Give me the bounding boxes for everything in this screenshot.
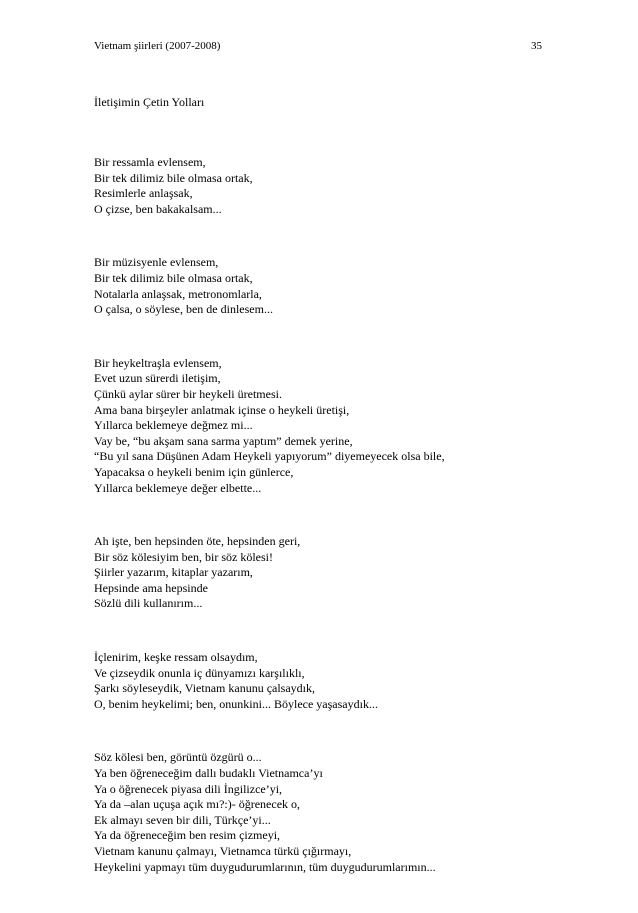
poem-line: Çünkü aylar sürer bir heykeli üretmesi. [94,386,282,401]
poem-line: Vietnam kanunu çalmayı, Vietnamca türkü çığırmayı, [94,844,352,858]
poem-line: İçlenirim, keşke ressam olsaydım, [94,650,258,665]
poem-line: Söz kölesi ben, görüntü özgürü o... [94,750,262,765]
poem-line: Bir söz kölesiyim ben, bir söz kölesi! [94,549,273,564]
poem-line: Şiirler yazarım, kitaplar yazarım, [94,565,253,580]
poem-line: Bir tek dilimiz bile olmasa ortak, [94,270,253,285]
poem-line: Sözlü dili kullanırım... [94,596,203,611]
poem-stanza [94,750,564,875]
poem-stanza [94,255,564,317]
poem-line: Ah işte, ben hepsinden öte, hepsinden geri, [94,534,301,549]
poem-line: “Bu yıl sana Düşünen Adam Heykeli yapıyorum” diyemeyecek olsa bile, [94,449,445,464]
poem-line: Hepsinde ama hepsinde [94,580,208,595]
poem-line: O çalsa, o söylese, ben de dinlesem... [94,302,273,317]
poem-line: Yıllarca beklemeye değer elbette... [94,480,262,495]
poem-line: Resimlerle anlaşsak, [94,186,193,201]
poem-line: Bir müzisyenle evlensem, [94,255,219,270]
poem-line: Yapacaksa o heykeli benim için günlerce, [94,464,294,479]
poem-stanza [94,650,564,712]
poem-stanza [94,356,564,496]
poem-line: Ek almayı seven bir dili, Türkçe’yi... [94,812,271,827]
poem-line: O çizse, ben bakakalsam... [94,201,222,216]
poem-line: Ya da öğreneceğim ben resim çizmeyi, [94,828,281,843]
poem-stanza [94,155,564,217]
poem-line: Ve çizseydik onunla iç dünyamızı karşılıklı, [94,665,305,680]
page-header [94,40,542,53]
poem-line: Yıllarca beklemeye değmez mi... [94,418,253,433]
poem-body [94,155,564,913]
poem-line: Ya o öğrenecek piyasa dili İngilizce’yi, [94,781,283,796]
header-title: Vietnam şiirleri (2007-2008) [94,40,221,52]
poem-line: Ya da –alan uçuşa açık mı?:)- öğrenecek o, [94,797,301,812]
poem-line: O, benim heykelimi; ben, onunkini... Böylece yaşasaydık... [94,696,378,711]
poem-line: Ya ben öğreneceğim dallı budaklı Vietnamca’yı [94,766,323,781]
poem-line: Bir heykeltraşla evlensem, [94,355,222,370]
poem-stanza [94,534,564,612]
poem-title: İletişimin Çetin Yolları [94,95,205,109]
poem-line: Bir tek dilimiz bile olmasa ortak, [94,170,253,185]
poem-line: Ama bana birşeyler anlatmak içinse o heykeli üretişi, [94,402,350,417]
poem-line: Bir ressamla evlensem, [94,155,206,169]
poem-line: Heykelini yapmayı tüm duygudurumlarının, tüm duygudurumlarımın... [94,859,436,874]
poem-line: Vay be, “bu akşam sana sarma yaptım” demek yerine, [94,433,353,448]
poem-line: Şarkı söyleseydik, Vietnam kanunu çalsaydık, [94,681,316,696]
poem-line: Notalarla anlaşsak, metronomlarla, [94,286,262,301]
page-number: 35 [531,40,542,52]
poem-line: Evet uzun sürerdi iletişim, [94,371,221,386]
